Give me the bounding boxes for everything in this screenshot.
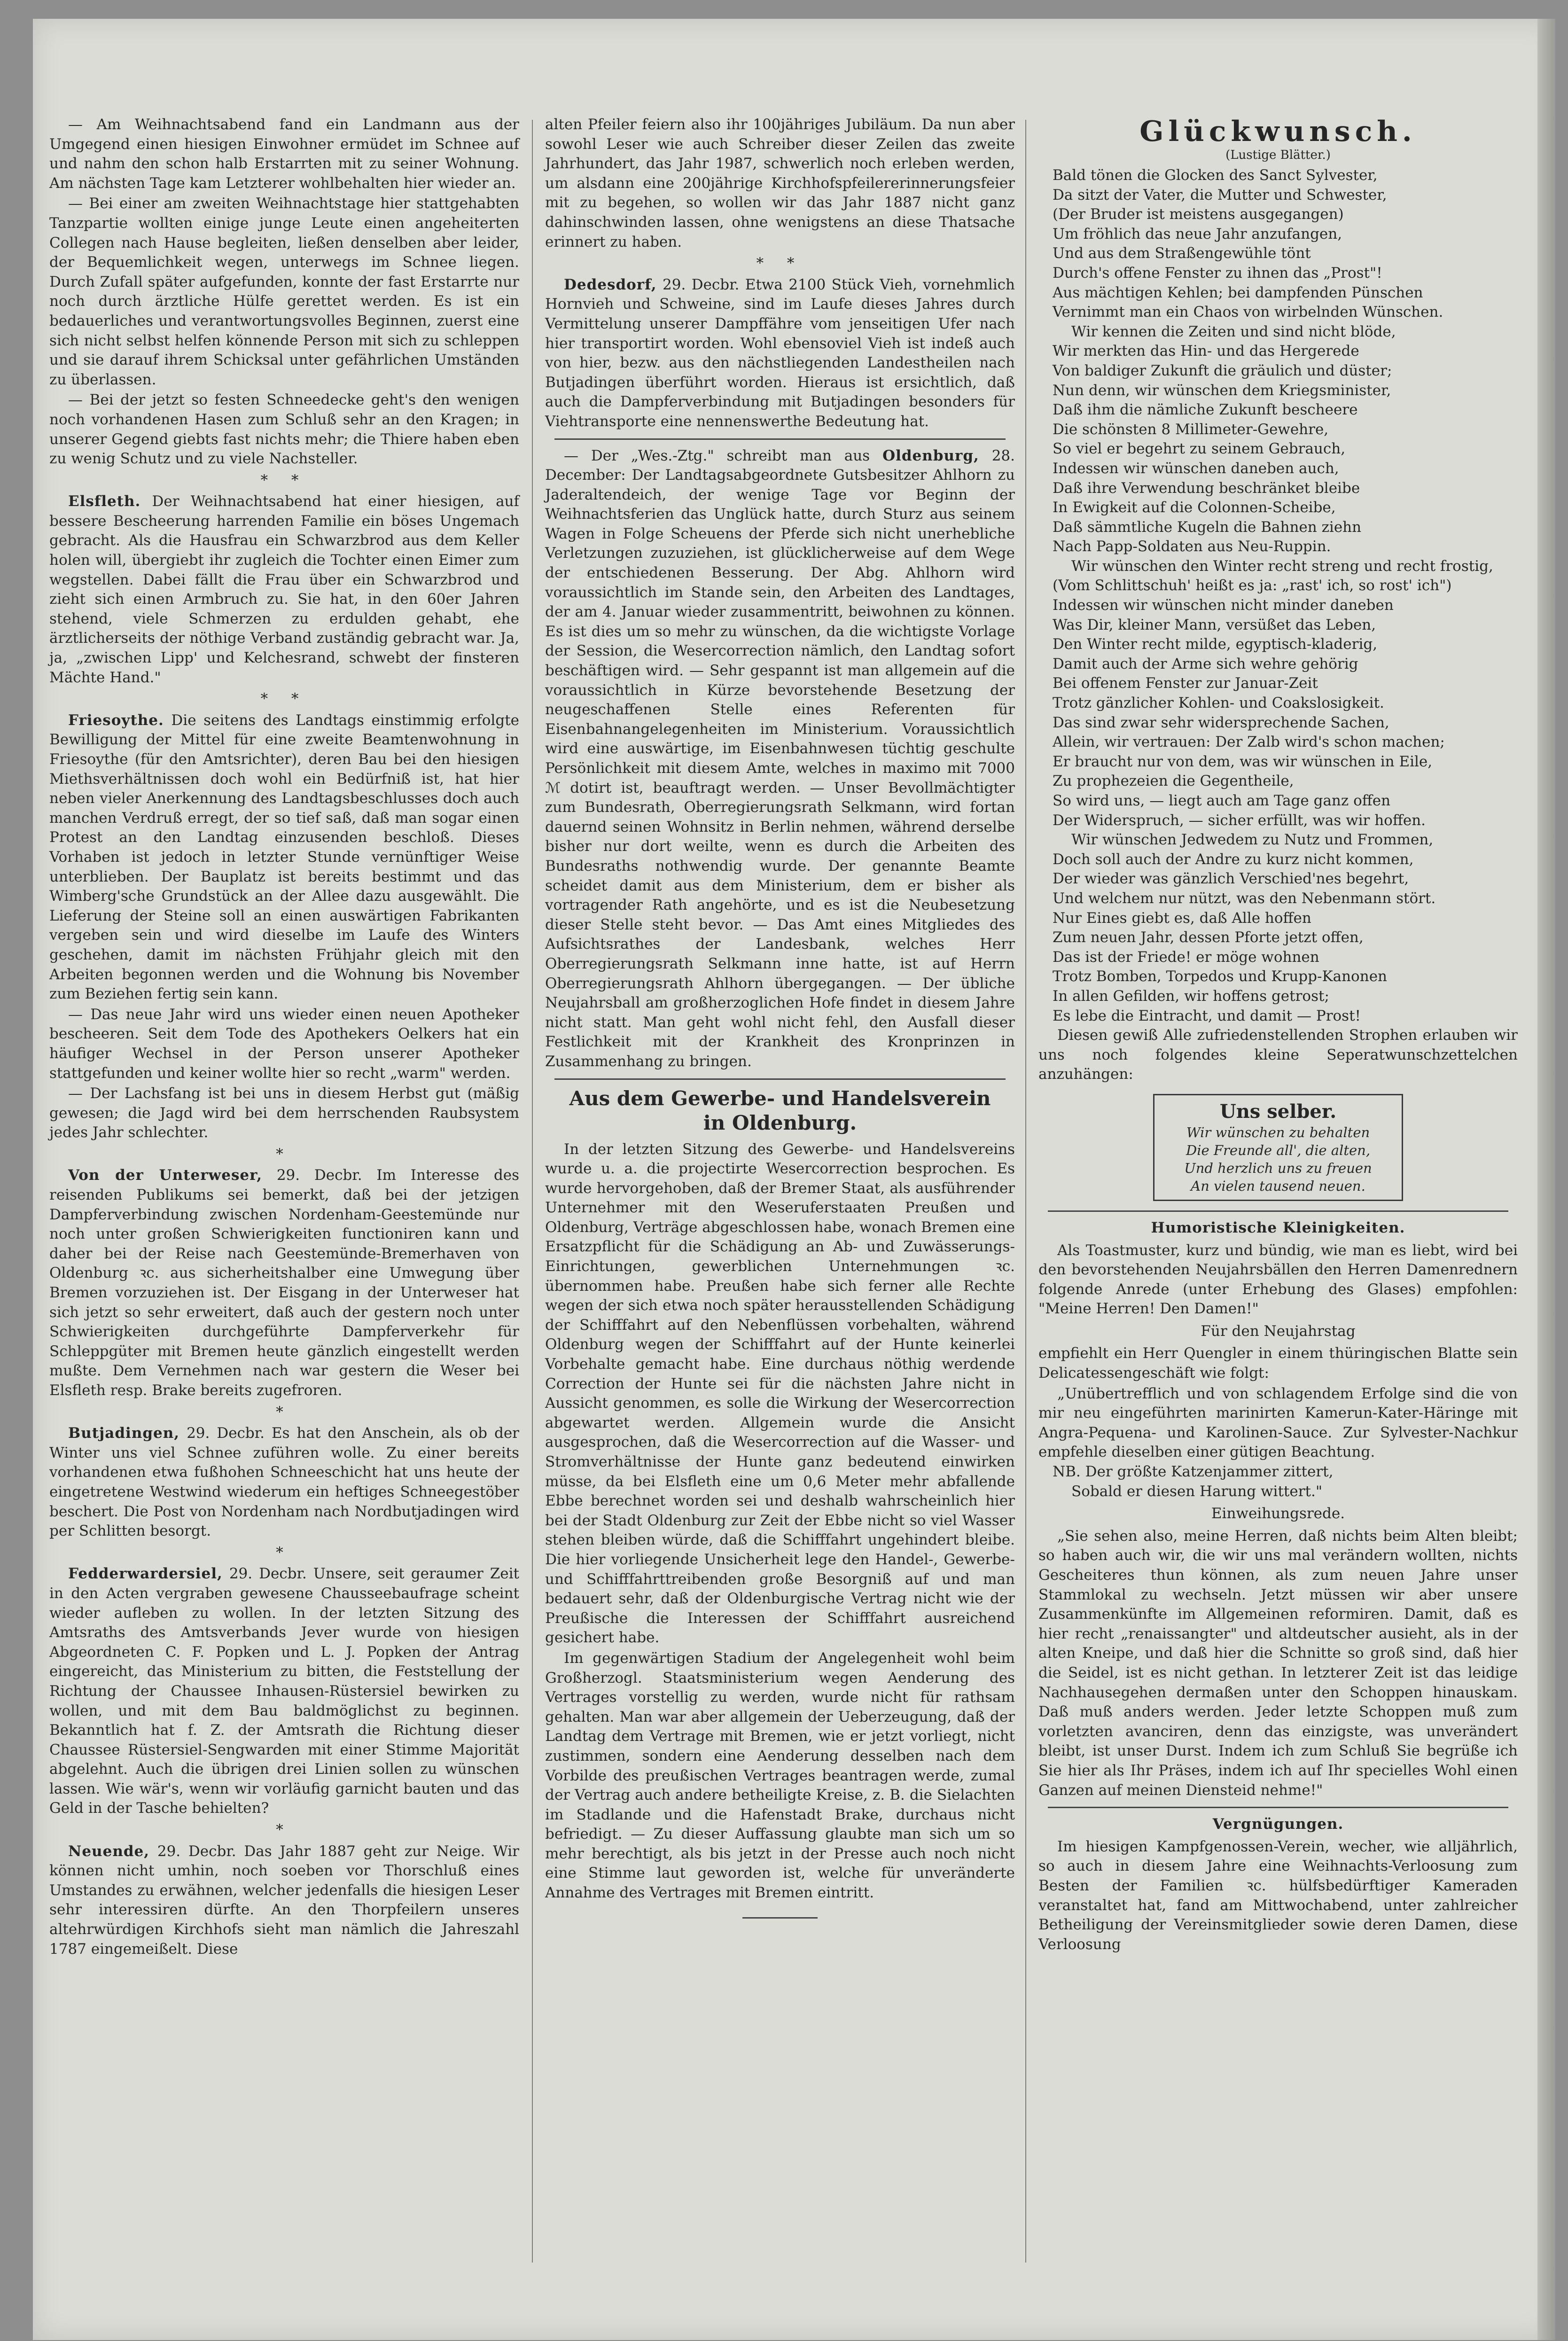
subsection-head: Einweihungsrede. — [1211, 1505, 1345, 1522]
poem-verse: Und welchem nur nützt, was den Nebenmann stört. — [1053, 890, 1436, 907]
article-butjadingen — [49, 1424, 519, 1541]
wish-box-line: Und herzlich uns zu freuen — [1184, 1160, 1372, 1176]
poem-verse: Indessen wir wünschen nicht minder daneben — [1053, 597, 1394, 614]
news-paragraph: — Der Lachsfang ist bei uns in diesem Herbst gut (mäßig gewesen; die Jagd wird bei dem herrschenden Raubsystem jedes Jahr schlechter. — [49, 1085, 519, 1141]
poem-verse: Daß sämmtliche Kugeln die Bahnen ziehn — [1053, 518, 1362, 536]
column-2 — [545, 115, 1015, 1919]
news-paragraph: Im hiesigen Kampfgenossen-Verein, wecher, wie alljährlich, so auch in diesem Jahre eine Weihnachts-Verloosung zum Besten der Familien ꝛc. hülfsbedürftiger Kameraden veranstaltet hat, fand am Mittwochabend, unter zahlreicher Betheiligung der Vereinsmitglieder sowie deren Damen, diese Verloosung — [1038, 1838, 1518, 1953]
separator-star: * — [276, 1821, 293, 1839]
article-text: Der Weihnachtsabend hat einer hiesigen, auf bessere Bescheerung harrenden Familie ein böses Ungemach gebracht. Als die Hausfrau ein Schwarzbrod aus dem Keller holen will, übergiebt ihr zugleich die Tochter einen Eimer zum wegstellen. Dabei fällt die Frau über ein Schwarzbrod und zieht sich einen Armbruch zu. Sie hat, in den 60er Jahren stehend, viele Schmerzen zu erdulden gehabt, ehe ärztlicherseits der nöthige Verband zuständig gebracht war. Ja, ja, „zwischen Lipp' und Kelchesrand, schwebt der finsteren Mächte Hand." — [49, 493, 519, 686]
wish-box-line: Die Freunde all', die alten, — [1186, 1142, 1371, 1158]
poem-verse: Den Winter recht milde, egyptisch-kladerig, — [1053, 636, 1378, 653]
article-neuende — [49, 1842, 519, 1959]
news-verse: NB. Der größte Katzenjammer zittert, — [1053, 1463, 1334, 1481]
poem-verse: Damit auch der Arme sich wehre gehörig — [1053, 655, 1358, 672]
article-head: Von der Unterweser, — [68, 1167, 263, 1184]
news-paragraph: empfiehlt ein Herr Quengler in einem thüringischen Blatte sein Delicatessengeschäft wie folgt: — [1038, 1345, 1518, 1382]
article-head: Friesoythe. — [68, 711, 164, 729]
news-paragraph: — Bei der jetzt so festen Schneedecke geht's den wenigen noch vorhandenen Hasen zum Schluß sehr an den Kragen; in unserer Gegend giebts fast nichts mehr; die Thiere haben eben zu wenig Schutz und zu viele Nachsteller. — [49, 391, 519, 468]
separator-star: * — [276, 1145, 293, 1163]
article-text: 29. Decbr. Es hat den Anschein, als ob der Winter uns viel Schnee zuführen wolle. Zu einer bereits vorhandenen etwa fußhohen Schneeschicht hat uns heute der eingetretene Westwind wiederum ein heftiges Schneegestöber beschert. Die Post von Nordenham nach Nordbutjadingen wird per Schlitten besorgt. — [49, 1425, 519, 1540]
section-title-line: Aus dem Gewerbe- und Handelsverein — [569, 1086, 991, 1110]
separator-star: * — [276, 1403, 293, 1420]
poem-verse: Nun denn, wir wünschen dem Kriegsminister, — [1053, 382, 1391, 399]
poem-verse: Wir wünschen den Winter recht streng und recht frostig, — [1071, 557, 1493, 575]
section-title: Vergnügungen. — [1212, 1816, 1344, 1833]
poem-verse: Indessen wir wünschen daneben auch, — [1053, 460, 1339, 477]
separator-stars: * * — [260, 471, 308, 489]
article-unterweser — [49, 1166, 519, 1400]
column-rule — [532, 120, 533, 2263]
poem-verse: Wir merkten das Hin- und das Hergerede — [1053, 343, 1359, 360]
poem-verse: Bald tönen die Glocken des Sanct Sylvester, — [1053, 167, 1378, 184]
separator-stars: * * — [756, 255, 804, 272]
column-rule — [1025, 120, 1026, 2263]
column-3 — [1038, 115, 1518, 1954]
wish-box-line: An vielen tausend neuen. — [1191, 1178, 1365, 1194]
poem-verse: Vernimmt man ein Chaos von wirbelnden Wünschen. — [1053, 304, 1443, 321]
poem-verse: Und aus dem Straßengewühle tönt — [1053, 245, 1311, 262]
article-elsfleth — [49, 492, 519, 687]
poem-verse: Bei offenem Fenster zur Januar-Zeit — [1053, 675, 1318, 692]
article-friesoythe — [49, 711, 519, 1004]
article-lead: — Der „Wes.-Ztg." schreibt man aus — [564, 447, 870, 464]
poem-verse: Zum neuen Jahr, dessen Pforte jetzt offen, — [1053, 929, 1364, 946]
poem-verse: Die schönsten 8 Millimeter-Gewehre, — [1053, 421, 1329, 438]
news-verse: Sobald er diesen Harung wittert." — [1071, 1483, 1323, 1500]
article-oldenburg — [545, 446, 1015, 1072]
article-text: Die seitens des Landtags einstimmig erfolgte Bewilligung der Mittel für eine zweite Beamtenwohnung in Friesoythe (für den Amtsrichter), deren Bau bei den hiesigen Miethsverhältnissen doch wohl ein Bedürfniß ist, hat hier neben vieler Anerkennung des Landtagsbeschlusses doch auch manchen Verdruß erregt, der so tief saß, daß man sogar einen Protest an den Landtag einzusenden beschloß. Dieses Vorhaben ist jedoch in letzter Stunde vernünftiger Weise unterblieben. Der Bauplatz ist bereits bestimmt und das Wimberg'sche Grundstück an der Allee dazu ausgewählt. Die Lieferung der Steine soll an einen auswärtigen Fabrikanten vergeben sein und wird dieselbe im Laufe des Winters geschehen, damit im nächsten Frühjahr gleich mit den Arbeiten begonnen werden und die Wohnung bis November zum Beziehen fertig sein kann. — [49, 711, 519, 1003]
poem-verses — [1038, 166, 1518, 1026]
poem-verse: Das ist der Friede! er möge wohnen — [1053, 948, 1319, 966]
poem-verse: Durch's offene Fenster zu ihnen das „Prost"! — [1053, 264, 1382, 281]
poem-verse: Aus mächtigen Kehlen; bei dampfenden Pünschen — [1053, 284, 1423, 301]
news-paragraph: In der letzten Sitzung des Gewerbe- und Handelsvereins wurde u. a. die projectirte Wesercorrection besprochen. Es wurde hervorgehoben, daß der Bremer Staat, als ausführender Unternehmer mit den Weseruferstaaten Preußen und Oldenburg, Verträge abgeschlossen habe, wonach Bremen eine Ersatzpflicht für die Schädigung an Ab- und Zuwässerungs-Einrichtungen, gewerblichen Unternehmungen ꝛc. übernommen habe. Preußen habe sich ferner alle Rechte wegen der sich etwa noch später herausstellenden Schädigung der Schifffahrt auf den Nebenflüssen vorbehalten, während Oldenburg wegen der Schifffahrt auf der Hunte keinerlei Vorbehalte gemacht habe. Eine durchaus nöthig werdende Correction der Hunte sei für die nächsten Jahre nicht in Aussicht genommen, es solle die Wirkung der Wesercorrection abgewartet werden. Allgemein wurde die Ansicht ausgesprochen, daß die Wesercorrection auf die Wasser- und Stromverhältnisse der Hunte ganz bedeutend einwirken müsse, da bei Elsfleth eine um 0,6 Meter mehr abfallende Ebbe berechnet worden sei und deshalb wahrscheinlich hier bei der Stadt Oldenburg zur Zeit der Ebbe nicht so viel Wasser stehen bleiben würde, daß die Schifffahrt ungehindert bleibe. Die hier vorliegende Unsicherheit lege den Handel-, Gewerbe- und Schifffahrttreibenden große Besorgniß auf und man bedauert sehr, daß der Oldenburgische Vertrag nicht wie der Preußische die Interessen der Schifffahrt ausreichend gesichert habe. — [545, 1140, 1015, 1647]
section-title-line: in Oldenburg. — [703, 1111, 857, 1134]
poem-verse: Der Widerspruch, — sicher erfüllt, was wir hoffen. — [1053, 812, 1426, 829]
subsection-head: Für den Neujahrstag — [1201, 1322, 1356, 1340]
poem-verse: Trotz Bomben, Torpedos und Krupp-Kanonen — [1053, 968, 1388, 985]
article-head: Dedesdorf, — [564, 276, 657, 293]
article-text: 29. Decbr. Im Interesse des reisenden Publikums sei bemerkt, daß bei der jetzigen Dampferverbindung zwischen Nordenham-Geestemünde nur noch unter großen Schwierigkeiten functioniren kann und daher bei der Reise nach Geestemünde-Bremerhaven von Oldenburg ꝛc. aus sicherheitshalber eine Umwegung über Bremen vorzuziehen ist. Der Eisgang in der Unterweser hat sich jetzt so sehr erweitert, daß auch der gestern noch unter Schwierigkeiten durchgeführte Dampferverkehr für Schleppgüter mit Bremen heute gänzlich eingestellt werden mußte. Dem Vernehmen nach war gestern die Weser bei Elsfleth resp. Brake bereits zugefroren. — [49, 1167, 520, 1399]
poem-verse: (Der Bruder ist meistens ausgegangen) — [1053, 206, 1344, 223]
poem-verse: Nach Papp-Soldaten aus Neu-Ruppin. — [1053, 538, 1331, 555]
news-paragraph: — Am Weihnachtsabend fand ein Landmann aus der Umgegend einen hiesigen Einwohner ermüdet im Schnee auf und nahm den schon halb Erstarrten mit zu seiner Wohnung. Am nächsten Tage kam Letzterer wohlbehalten hier wieder an. — [49, 116, 519, 192]
poem-verse: Er braucht nur von dem, was wir wünschen in Eile, — [1053, 753, 1433, 770]
poem-verse: So viel er begehrt zu seinem Gebrauch, — [1053, 440, 1346, 458]
poem-verse: Das sind zwar sehr widersprechende Sachen, — [1053, 714, 1389, 731]
poem-verse: Der wieder was gänzlich Verschied'nes begehrt, — [1053, 870, 1409, 888]
section-title — [545, 1086, 1015, 1135]
poem-verse: Daß ihre Verwendung beschränket bleibe — [1053, 479, 1360, 497]
poem-verse: Nur Eines giebt es, daß Alle hoffen — [1053, 909, 1311, 927]
poem-verse: In Ewigkeit auf die Colonnen-Scheibe, — [1053, 499, 1336, 516]
article-text: 29. Decbr. Unsere, seit geraumer Zeit in den Acten vergraben gewesene Chausseebaufrage scheint wieder aufleben zu wollen. In der letzten Sitzung des Amtsraths des Amtsverbands Jever wurde von hiesigen Abgeordneten C. F. Popken und L. J. Popken der Antrag eingereicht, das Ministerium zu bitten, die Feststellung der Richtung der Chaussee Inhausen-Rüstersiel bewirken zu wollen, und mit dem Bau baldmöglichst zu beginnen. Bekanntlich hat f. Z. der Amtsrath die Richtung dieser Chaussee Rüstersiel-Sengwarden mit einer Stimme Majorität abgelehnt. Auch die übrigen drei Linien sollen zu wünschen lassen. Wie wär's, wenn wir vorläufig garnicht bauten und das Geld in der Tasche behielten? — [49, 1565, 519, 1817]
poem-verse: Wir kennen die Zeiten und sind nicht blöde, — [1071, 323, 1396, 340]
article-head: Oldenburg, — [882, 447, 979, 464]
poem-verse: Daß ihm die nämliche Zukunft bescheere — [1053, 401, 1358, 419]
poem-verse: So wird uns, — liegt auch am Tage ganz offen — [1053, 792, 1391, 809]
news-paragraph: „Unübertrefflich und von schlagendem Erfolge sind die von mir neu eingeführten marinirten Kamerun-Kater-Häringe mit Angra-Pequena- und Karolinen-Sauce. Zur Sylvester-Nachkur empfehle dieselben einer gütigen Beachtung. — [1038, 1385, 1518, 1461]
article-text: 29. Decbr. Das Jahr 1887 geht zur Neige. Wir können nicht umhin, noch soeben vor Thorschluß eines Umstandes zu erwähnen, welcher jedenfalls die hiesigen Leser sehr interessiren dürfte. An den Thorpfeilern unseres altehrwürdigen Kirchhofs sieht man nämlich die Jahreszahl 1787 eingemeißelt. Diese — [49, 1842, 519, 1958]
poem-verse: Von baldiger Zukunft die gräulich und düster; — [1053, 362, 1392, 379]
end-rule — [742, 1917, 818, 1919]
newspaper-page — [33, 19, 1555, 2340]
article-text: 28. December: Der Landtagsabgeordnete Gutsbesitzer Ahlhorn zu Jaderaltendeich, der wenige Tage vor Beginn der Weihnachtsferien das Unglück hatte, durch Sturz aus seinem Wagen in Folge Scheuens der Pferde sich nicht unerhebliche Verletzungen zuzuziehen, ist glücklicherweise auf dem Wege der entschiedenen Besserung. Der Abg. Ahlhorn wird voraussichtlich im Stande sein, den Arbeiten des Landtages, der am 4. Januar wieder zusammentritt, beiwohnen zu können. Es ist dies um so mehr zu wünschen, da die wichtigste Vorlage der Session, die Wesercorrection nämlich, den Landtag sofort beschäftigen wird. — Sehr gespannt ist man allgemein auf die voraussichtlich in Kürze bevorstehende Besetzung der neugeschaffenen Stelle eines Referenten für Eisenbahnangelegenheiten im Ministerium. Voraussichtlich wird eine auswärtige, im Eisenbahnwesen tüchtig geschulte Persönlichkeit mit diesem Amte, welches in maximo mit 7000 ℳ dotirt ist, beauftragt werden. — Unser Bevollmächtigter zum Bundesrath, Oberregierungsrath Selkmann, wird fortan dauernd seinen Wohnsitz in Berlin nehmen, während derselbe bisher nur dort weilte, wenn es durch die Arbeiten des Bundesraths nothwendig wurde. Der genannte Beamte scheidet damit aus dem Ministerium, dem er bisher als vortragender Rath angehörte, und es ist die Neubesetzung dieser Stelle steht bevor. — Das Amt eines Mitgliedes des Aufsichtsrathes der Landesbank, welches Herr Oberregierungsrath Selkmann inne hatte, ist auf Herrn Oberregierungsrath Ahlhorn übergegangen. — Der übliche Neujahrsball am großherzoglichen Hofe findet in diesem Jahre nicht statt. Man geht wohl nicht fehl, den Ausfall dieser Festlichkeit mit der Krankheit des Kronprinzen in Zusammenhang zu bringen. — [545, 447, 1015, 1070]
news-paragraph: Im gegenwärtigen Stadium der Angelegenheit wohl beim Großherzogl. Staatsministerium wegen Aenderung des Vertrages vorstellig zu werden, wurde nicht für rathsam gehalten. Man war aber allgemein der Ueberzeugung, daß der Landtag dem Vertrage mit Bremen, wie er jetzt vorliegt, nicht zustimmen, sondern eine Aenderung desselben nach dem Vorbilde des preußischen Vertrages beantragen werde, zumal der Vertrag auch andere betheiligte Kreise, z. B. die Sielachten im Stadlande und die Hafenstadt Brake, durchaus nicht befriedigt. — Zu dieser Auffassung glaubte man sich um so mehr berechtigt, als bis jetzt in der Presse auch noch nicht eine Stimme laut geworden ist, welche für unveränderte Annahme des Vertrages mit Bremen eintritt. — [545, 1649, 1015, 1902]
news-paragraph: alten Pfeiler feiern also ihr 100jähriges Jubiläum. Da nun aber sowohl Leser wie auch Schreiber dieser Zeilen das zweite Jahrhundert, das Jahr 1987, schwerlich noch erleben werden, um alsdann eine 200jährige Kirchhofspfeilererinnerungsfeier mit zu begehen, so wollen wir das Jahr 1887 nicht ganz dahinschwinden lassen, ohne wenigstens an diese Thatsache erinnert zu haben. — [545, 116, 1015, 250]
section-rule — [1048, 1807, 1508, 1808]
section-title: Humoristische Kleinigkeiten. — [1151, 1219, 1405, 1236]
poem-verse: Es lebe die Eintracht, und damit — Prost! — [1053, 1007, 1361, 1024]
poem-title: Glückwunsch. — [1139, 115, 1417, 148]
poem-source: (Lustige Blätter.) — [1225, 148, 1331, 162]
page-edge — [1537, 19, 1555, 2340]
poem-verse: Da sitzt der Vater, die Mutter und Schwester, — [1053, 186, 1387, 203]
section-rule — [554, 1078, 1006, 1080]
column-1 — [49, 115, 519, 1959]
poem-verse: (Vom Schlittschuh' heißt es ja: „rast' ich, so rost' ich") — [1053, 577, 1452, 594]
poem-verse: Zu prophezeien die Gegentheile, — [1053, 773, 1294, 790]
article-head: Neuende, — [68, 1842, 150, 1860]
wish-box-title: Uns selber. — [1219, 1100, 1337, 1123]
poem-verse: Was Dir, kleiner Mann, versüßet das Leben, — [1053, 616, 1376, 633]
separator-star: * — [276, 1544, 293, 1561]
article-head: Fedderwardersiel, — [68, 1565, 223, 1583]
poem-verse: Doch soll auch der Andre zu kurz nicht kommen, — [1053, 851, 1414, 868]
separator-stars: * * — [260, 690, 308, 708]
poem-verse: Um fröhlich das neue Jahr anzufangen, — [1053, 225, 1342, 242]
news-paragraph: Diesen gewiß Alle zufriedenstellenden Strophen erlauben wir uns noch folgendes kleine Seperatwunschzettelchen anzuhängen: — [1038, 1027, 1518, 1083]
section-rule — [554, 438, 1006, 440]
news-paragraph: „Sie sehen also, meine Herren, daß nichts beim Alten bleibt; so haben auch wir, die wir uns mal verändern wollten, nichts Gescheiteres thun können, als zum neuen Jahre unser Stammlokal zu wechseln. Jetzt müssen wir aber unsere Zusammenkünfte im Allgemeinen reformiren. Damit, daß es hier recht „renaissangter" und altdeutscher ausieht, als in der alten Kneipe, und daß hier die Schnitte so groß sind, daß hier die Seidel, ist es nicht gethan. In letzterer Zeit ist das leidige Nachhausegehen dermaßen unter den Schoppen hinauskam. Daß muß anders werden. Jeder letzte Schoppen muß zum vorletzten avanciren, denn das einzigste, was unverändert bleibt, ist unser Durst. Indem ich zum Schluß Sie begrüße ich Sie hier als Ihr Präses, indem ich auf Ihr specielles Wohl einen Ganzen auf meinen Diensteid nehme!" — [1038, 1527, 1518, 1799]
article-head: Elsfleth. — [68, 493, 141, 510]
article-text: 29. Decbr. Etwa 2100 Stück Vieh, vornehmlich Hornvieh und Schweine, sind im Laufe dieses Jahres durch Vermittelung unserer Dampffähre vom jenseitigen Ufer nach hier transportirt worden. Wohl ebensoviel Vieh ist indeß auch von hier, bezw. aus den nächstliegenden Landestheilen nach Butjadingen überführt worden. Hieraus ist ersichtlich, daß auch die Dampferverbindung mit Butjadingen besonders für Viehtransporte eine nennenswerthe Bedeutung hat. — [545, 276, 1015, 430]
news-paragraph: — Bei einer am zweiten Weihnachtstage hier stattgehabten Tanzpartie wollten einige junge Leute einen angeheiterten Collegen nach Hause begleiten, ließen denselben aber leider, der Bequemlichkeit wegen, unterwegs im Schnee liegen. Durch Zufall später aufgefunden, konnte der fast Erstarrte nur noch durch ärztliche Hülfe gerettet werden. Es ist ein bedauerliches und verantwortungsvolles Beginnen, zuerst eine sich nicht selbst helfen könnende Person mit sich zu schleppen und sie darauf ihrem Schicksal unter gefährlichen Umständen zu überlassen. — [49, 195, 519, 388]
wish-box — [1153, 1094, 1403, 1201]
article-head: Butjadingen, — [68, 1425, 180, 1442]
article-dedesdorf — [545, 275, 1015, 432]
article-fedderwardersiel — [49, 1564, 519, 1818]
poem-verse: Trotz gänzlicher Kohlen- und Coakslosigkeit. — [1053, 694, 1384, 712]
news-paragraph: — Das neue Jahr wird uns wieder einen neuen Apotheker bescheeren. Seit dem Tode des Apothekers Oelkers hat ein häufiger Wechsel in der Person unserer Apotheker stattgefunden und keiner wollte hier so recht „warm" werden. — [49, 1006, 519, 1082]
wish-box-line: Wir wünschen zu behalten — [1186, 1124, 1370, 1140]
poem-verse: Allein, wir vertrauen: Der Zalb wird's schon machen; — [1053, 734, 1445, 751]
news-paragraph: Als Toastmuster, kurz und bündig, wie man es liebt, wird bei den bevorstehenden Neujahrsbällen den Herren Damenrednern folgende Anrede (unter Erhebung des Glases) empfohlen: "Meine Herren! Den Damen!" — [1038, 1241, 1518, 1318]
section-rule — [1048, 1210, 1508, 1212]
poem-verse: In allen Gefilden, wir hoffens getrost; — [1053, 987, 1329, 1005]
poem-verse: Wir wünschen Jedwedem zu Nutz und Frommen, — [1071, 831, 1434, 849]
